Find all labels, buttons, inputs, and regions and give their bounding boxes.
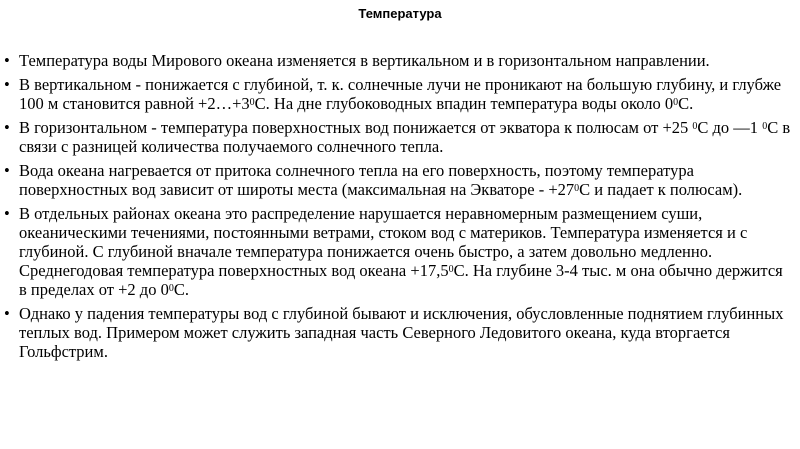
- bullet-item: [0, 204, 800, 299]
- degree-superscript: 0: [448, 264, 454, 275]
- bullet-text: [19, 304, 794, 361]
- bullet-marker: •: [4, 161, 10, 180]
- degree-superscript: 0: [249, 97, 255, 108]
- bullet-marker: •: [4, 51, 10, 70]
- degree-superscript: 0: [673, 97, 679, 108]
- text-run: С и падает к полюсам).: [579, 180, 743, 199]
- text-run: С. На дне глубоководных впадин температура воды около 0: [254, 94, 674, 113]
- bullet-text: [19, 161, 794, 199]
- bullet-marker: •: [4, 204, 10, 223]
- bullet-marker: •: [4, 118, 10, 137]
- bullet-item: [0, 118, 800, 156]
- bullet-item: [0, 75, 800, 113]
- degree-superscript: 0: [762, 121, 768, 132]
- bullet-list: [0, 51, 800, 366]
- text-run: С.: [173, 280, 189, 299]
- bullet-text: [19, 51, 794, 70]
- bullet-item: [0, 304, 800, 361]
- text-run: С.: [678, 94, 694, 113]
- text-run: Однако у падения температуры вод с глубиной бывают и исключения, обусловленные поднятием глубинных теплых вод. Примером может служить западная часть Северного Ледовитого океана, куда вторгается Гольфстрим.: [19, 304, 784, 361]
- text-run: С в связи с разницей количества получаемого солнечного тепла.: [19, 118, 791, 156]
- bullet-text: [19, 204, 794, 299]
- text-run: С. На глубине 3-4 тыс. м она обычно держится в пределах от +2 до 0: [19, 261, 783, 299]
- text-run: В отдельных районах океана это распределение нарушается неравномерным размещением суши, океаническими течениями, постоянными ветрами, стоком вод с материков. Температура изменяется и с глубиной. С глубиной вначале температура понижается очень быстро, а затем довольно медленно. Среднегодовая температура поверхностных вод океана +17,5: [19, 204, 748, 280]
- degree-superscript: 0: [574, 183, 580, 194]
- text-run: В вертикальном - понижается с глубиной, т. к. солнечные лучи не проникают на большую глубину, и глубже 100 м становится равной +2…+3: [19, 75, 782, 113]
- bullet-item: [0, 161, 800, 199]
- bullet-marker: •: [4, 75, 10, 94]
- text-run: С до —1: [697, 118, 763, 137]
- degree-superscript: 0: [168, 283, 174, 294]
- text-run: В горизонтальном - температура поверхностных вод понижается от экватора к полюсам от +25: [19, 118, 693, 137]
- bullet-item: [0, 51, 800, 70]
- degree-superscript: 0: [692, 121, 698, 132]
- slide-title: Температура: [358, 6, 442, 21]
- bullet-marker: •: [4, 304, 10, 323]
- text-run: Температура воды Мирового океана изменяется в вертикальном и в горизонтальном направлении.: [19, 51, 710, 70]
- bullet-text: [19, 75, 794, 113]
- bullet-text: [19, 118, 794, 156]
- text-run: Вода океана нагревается от притока солнечного тепла на его поверхность, поэтому температура поверхностных вод зависит от широты места (максимальная на Экваторе - +27: [19, 161, 694, 199]
